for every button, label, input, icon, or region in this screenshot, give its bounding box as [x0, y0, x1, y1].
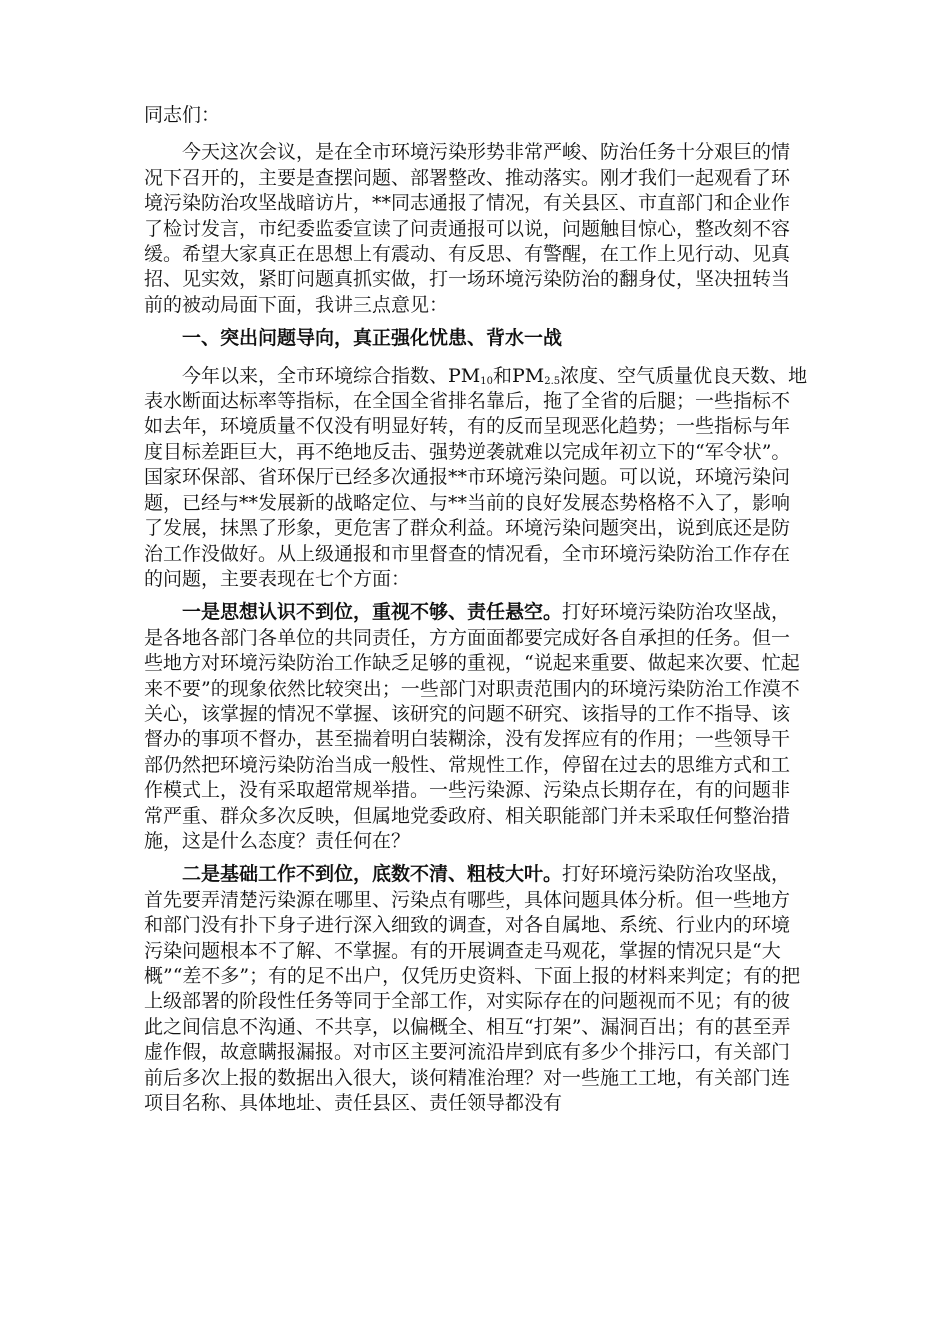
section-1-text-c: 浓度、空气质量优良天数、地表水断面达标率等指标，在全国全省排名靠后，拖了全省的后腿；一些指标不如去年，环境质量不仅没有明显好转，有的反而呈现恶化趋势；一些指标与年度目标差距巨大，再不绝地反击、强势逆袭就难以完成年初立下的“军令状”。国家环保部、省环保厅已经多次通报**市环境污染问题。可以说，环境污染问题，已经与**发展新的战略定位、与**当前的良好发展态势格格不入了，影响了发展，抹黑了形象，更危害了群众利益。环境污染问题突出，说到底还是防治工作没做好。从上级通报和市里督查的情况看，全市环境污染防治工作存在的问题，主要表现在七个方面： — [144, 364, 808, 590]
point-2-paragraph — [144, 862, 808, 1116]
point-2-body: 打好环境污染防治攻坚战，首先要弄清楚污染源在哪里、污染点有哪些，具体问题具体分析。但一些地方和部门没有扑下身子进行深入细致的调查，对各自属地、系统、行业内的环境污染问题根本不了解、不掌握。有的开展调查走马观花，掌握的情况只是“大概”“差不多”；有的足不出户，仅凭历史资料、下面上报的材料来判定；有的把上级部署的阶段性任务等同于全部工作，对实际存在的问题视而不见；有的彼此之间信息不沟通、不共享，以偏概全、相互“打架”、漏洞百出；有的甚至弄虚作假，故意瞒报漏报。对市区主要河流沿岸到底有多少个排污口，有关部门前后多次上报的数据出入很大，谈何精准治理？对一些施工工地，有关部门连项目名称、具体地址、责任县区、责任领导都没有 — [144, 863, 801, 1115]
point-1-paragraph — [144, 600, 808, 854]
intro-paragraph: 今天这次会议，是在全市环境污染形势非常严峻、防治任务十分艰巨的情况下召开的，主要是查摆问题、部署整改、推动落实。刚才我们一起观看了环境污染防治攻坚战暗访片，**同志通报了情况，有关县区、市直部门和企业作了检讨发言，市纪委监委宣读了问责通报可以说，问题触目惊心，整改刻不容缓。希望大家真正在思想上有震动、有反思、有警醒，在工作上见行动、见真招、见实效，紧盯问题真抓实做，打一场环境污染防治的翻身仗，坚决扭转当前的被动局面下面，我讲三点意见： — [144, 141, 791, 316]
pm25-subscript: 2.5 — [544, 375, 561, 387]
point-2-title: 二是基础工作不到位，底数不清、粗枝大叶。 — [182, 863, 563, 886]
point-1-body: 打好环境污染防治攻坚战，是各地各部门各单位的共同责任，方方面面都要完成好各自承担的任务。但一些地方对环境污染防治工作缺乏足够的重视，“说起来重要、做起来次要、忙起来不要”的现象依然比较突出；一些部门对职责范围内的环境污染防治工作漠不关心，该掌握的情况不掌握、该研究的问题不研究、该指导的工作不指导、该督办的事项不督办，甚至揣着明白装糊涂，没有发挥应有的作用；一些领导干部仍然把环境污染防治当成一般性、常规性工作，停留在过去的思维方式和工作模式上，没有采取超常规举措。一些污染源、污染点长期存在，有的问题非常严重、群众多次反映，但属地党委政府、相关职能部门并未采取任何整治措施，这是什么态度？责任何在？ — [144, 601, 800, 852]
section-1-text-b: 和PM — [492, 364, 545, 387]
pm10-subscript: 10 — [480, 375, 493, 387]
document-body — [144, 103, 808, 1116]
point-1-title: 一是思想认识不到位，重视不够、责任悬空。 — [182, 601, 563, 624]
salutation: 同志们： — [144, 104, 221, 126]
section-1-text-a: 今年以来，全市环境综合指数、PM — [182, 364, 481, 387]
section-1-heading: 一、突出问题导向，真正强化忧患、背水一战 — [182, 327, 563, 350]
section-1-paragraph — [144, 364, 808, 593]
